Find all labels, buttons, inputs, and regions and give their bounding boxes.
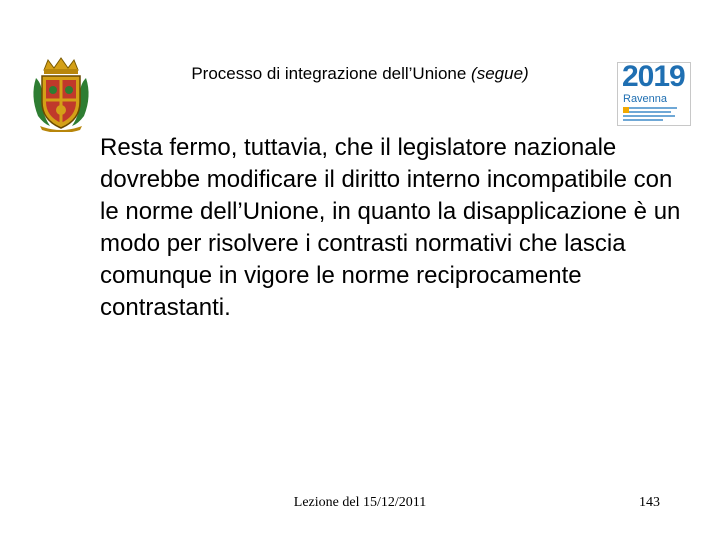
page-number: 143: [639, 495, 660, 510]
logo-mark-icon: [623, 107, 629, 113]
slide-title-main: Processo di integrazione dell’Unione: [191, 64, 472, 83]
slide-title: [120, 64, 600, 84]
ravenna-2019-logo: [617, 62, 691, 126]
logo-city: Ravenna: [623, 93, 668, 105]
logo-year: 2019: [622, 62, 685, 93]
coat-of-arms-icon: [30, 56, 92, 132]
slide-title-italic: (segue): [471, 64, 529, 83]
logo-decoration: [623, 107, 683, 123]
footer-lesson-label: Lezione del 15/12/2011: [293, 495, 427, 510]
main-paragraph: Resta fermo, tuttavia, che il legislatore nazionale dovrebbe modificare il diritto interno incompatibile con le norme dell’Unione, in quanto la disapplicazione è un modo per risolvere i contrasti normativi che lascia comunque in vigore le norme reciprocamente contrastanti.: [100, 134, 681, 321]
